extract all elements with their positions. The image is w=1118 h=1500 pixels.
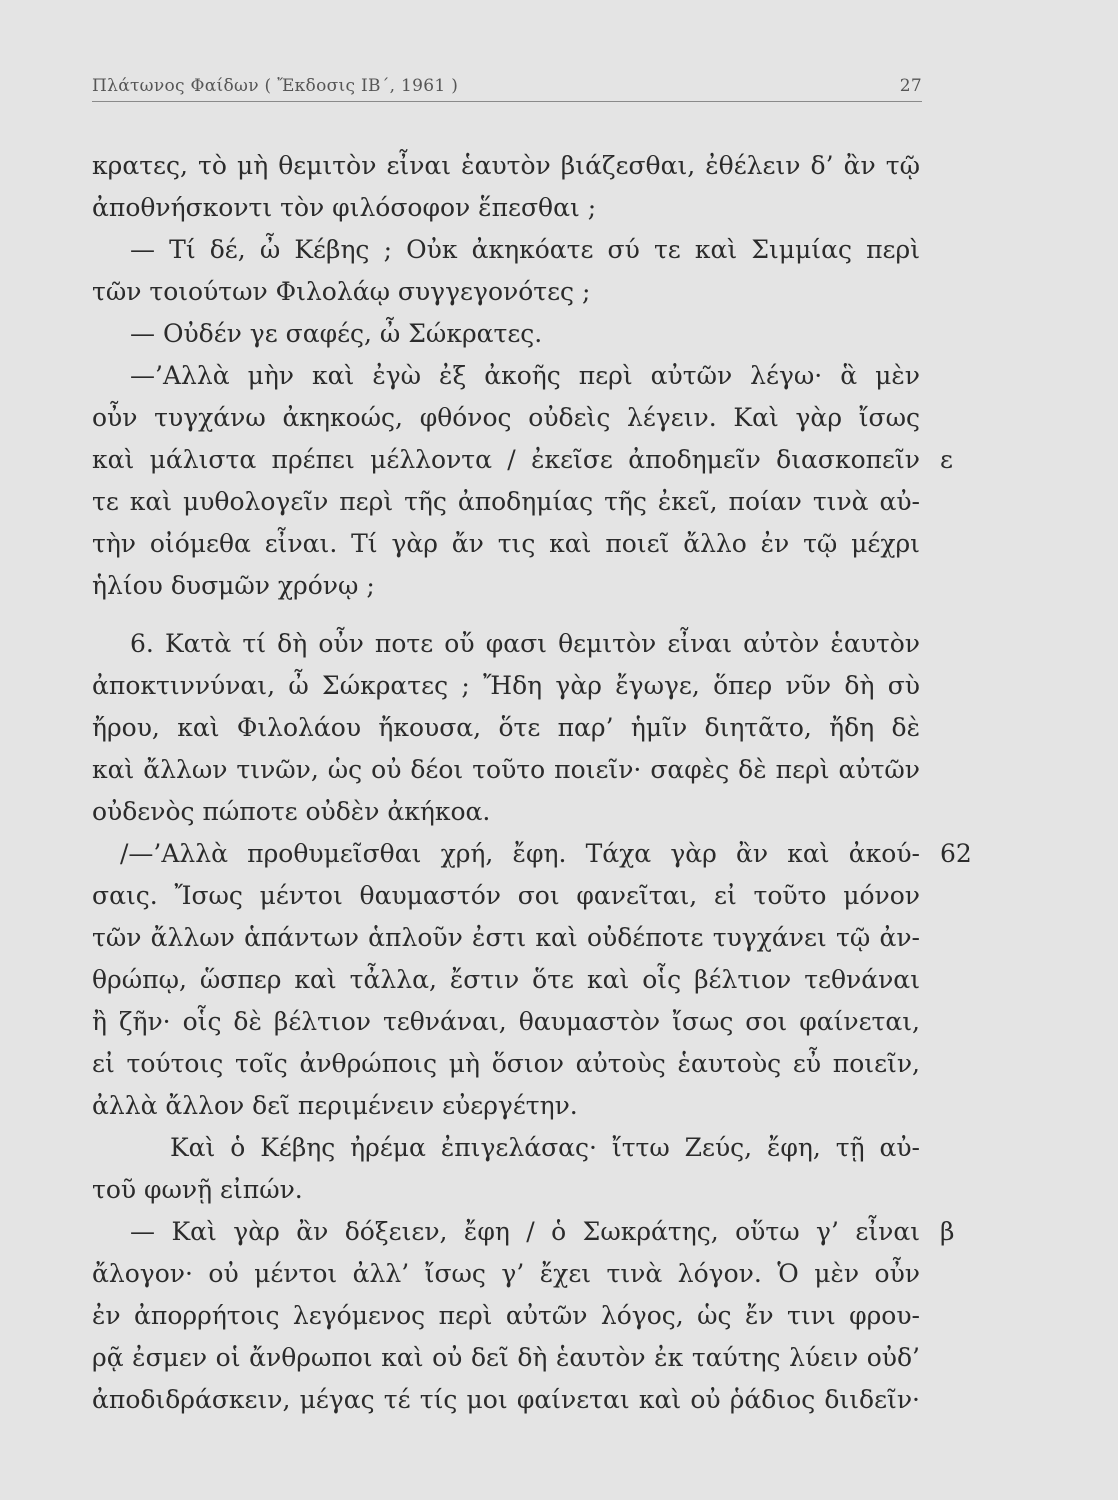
text-line: ἄλογον· οὐ μέντοι ἀλλ’ ἴσως γ’ ἔχει τινὰ λόγον. Ὁ μὲν οὖν (92, 1259, 920, 1288)
text-line: ἤρου, καὶ Φιλολάου ἤκουσα, ὅτε παρ’ ἡμῖν διητᾶτο, ἤδη δὲ (92, 713, 920, 742)
text-line: οὐδενὸς πώποτε οὐδὲν ἀκήκοα. (92, 797, 491, 826)
text-line: καὶ ἄλλων τινῶν, ὡς οὐ δέοι τοῦτο ποιεῖν· σαφὲς δὲ περὶ αὐτῶν (92, 755, 920, 784)
text-line: εἰ τούτοις τοῖς ἀνθρώποις μὴ ὅσιον αὐτοὺς ἑαυτοὺς εὖ ποιεῖν, (92, 1049, 920, 1078)
text-line: ἀποδιδράσκειν, μέγας τέ τίς μοι φαίνεται καὶ οὐ ῥάδιος διιδεῖν· (92, 1385, 920, 1414)
text-line: ἀλλὰ ἄλλον δεῖ περιμένειν εὐεργέτην. (92, 1091, 578, 1120)
text-line: ρᾷ ἐσμεν οἱ ἄνθρωποι καὶ οὐ δεῖ δὴ ἑαυτὸν ἐκ ταύτης λύειν οὐδ’ (92, 1343, 920, 1372)
text-line: ἐν ἀπορρήτοις λεγόμενος περὶ αὐτῶν λόγος, ὡς ἔν τινι φρου- (92, 1301, 920, 1330)
text-line: καὶ μάλιστα πρέπει μέλλοντα / ἐκεῖσε ἀποδημεῖν διασκοπεῖν (92, 445, 920, 474)
text-line: τῶν ἄλλων ἁπάντων ἁπλοῦν ἐστι καὶ οὐδέποτε τυγχάνει τῷ ἀν- (92, 923, 920, 952)
text-line: —’Αλλὰ μὴν καὶ ἐγὼ ἐξ ἀκοῆς περὶ αὐτῶν λέγω· ἃ μὲν (130, 361, 920, 390)
text-line: 6. Κατὰ τί δὴ οὖν ποτε οὔ φασι θεμιτὸν εἶναι αὐτὸν ἑαυτὸν (130, 629, 920, 658)
text-line: — Οὐδέν γε σαφές, ὦ Σώκρατες. (130, 319, 543, 348)
text-line: Καὶ ὁ Κέβης ἠρέμα ἐπιγελάσας· ἴττω Ζεύς, ἔφη, τῇ αὐ- (170, 1133, 920, 1162)
text-line: οὖν τυγχάνω ἀκηκοώς, φθόνος οὐδεὶς λέγειν. Καὶ γὰρ ἴσως (92, 403, 920, 432)
text-line: ἀποκτιννύναι, ὦ Σώκρατες ; Ἤδη γὰρ ἔγωγε, ὅπερ νῦν δὴ σὺ (92, 671, 920, 700)
text-line: — Καὶ γὰρ ἂν δόξειεν, ἔφη / ὁ Σωκράτης, οὕτω γ’ εἶναι (130, 1217, 920, 1246)
text-line: τῶν τοιούτων Φιλολάῳ συγγεγονότες ; (92, 277, 591, 306)
page-number: 27 (899, 76, 922, 96)
text-line: τοῦ φωνῇ εἰπών. (92, 1175, 303, 1204)
text-line: τε καὶ μυθολογεῖν περὶ τῆς ἀποδημίας τῆς ἐκεῖ, ποίαν τινὰ αὐ- (92, 487, 920, 516)
margin-marker: β (940, 1217, 955, 1246)
text-line: ἀποθνήσκοντι τὸν φιλόσοφον ἕπεσθαι ; (92, 193, 597, 222)
text-line: ἡλίου δυσμῶν χρόνῳ ; (92, 571, 375, 600)
text-line: /—’Αλλὰ προθυμεῖσθαι χρή, ἔφη. Τάχα γὰρ ἂν καὶ ἀκού- (120, 839, 920, 868)
text-line: κρατες, τὸ μὴ θεμιτὸν εἶναι ἑαυτὸν βιάζεσθαι, ἐθέλειν δ’ ἂν τῷ (92, 151, 920, 180)
margin-marker: 62 (940, 839, 972, 868)
text-line: τὴν οἰόμεθα εἶναι. Τί γὰρ ἄν τις καὶ ποιεῖ ἄλλο ἐν τῷ μέχρι (92, 529, 920, 558)
text-line: — Τί δέ, ὦ Κέβης ; Οὐκ ἀκηκόατε σύ τε καὶ Σιμμίας περὶ (130, 235, 920, 264)
text-line: θρώπῳ, ὥσπερ καὶ τἆλλα, ἔστιν ὅτε καὶ οἷς βέλτιον τεθνάναι (92, 965, 920, 994)
text-line: ἢ ζῆν· οἷς δὲ βέλτιον τεθνάναι, θαυμαστὸν ἴσως σοι φαίνεται, (92, 1007, 920, 1036)
header-rule (92, 101, 922, 102)
margin-marker: ε (940, 445, 953, 474)
text-line: σαις. Ἴσως μέντοι θαυμαστόν σοι φανεῖται, εἰ τοῦτο μόνον (92, 881, 920, 910)
running-title: Πλάτωνος Φαίδων ( Ἔκδοσις ΙΒ΄, 1961 ) (92, 76, 459, 96)
